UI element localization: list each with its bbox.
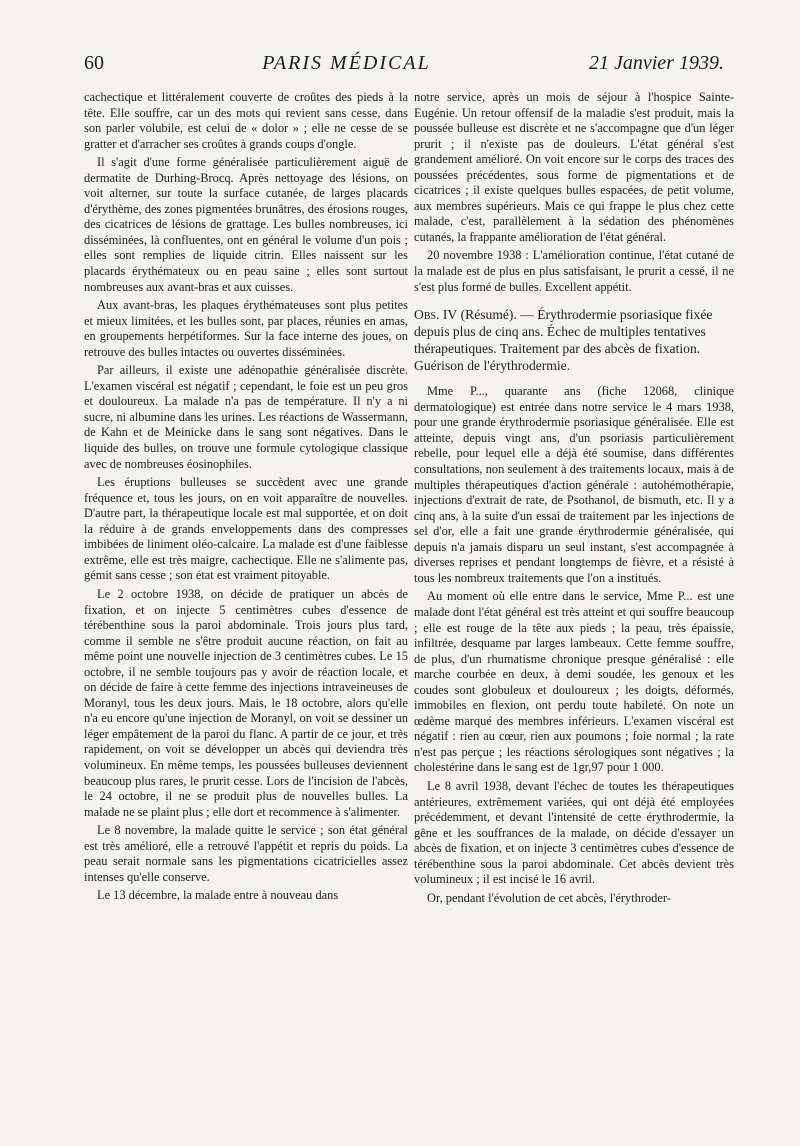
running-header (84, 52, 724, 84)
paragraph: Le 8 novembre, la malade quitte le service ; son état général est très amélioré, elle a retrouvé l'appétit et repris du poids. La peau serait normale sans les pigmentations cicatricielles assez intenses qu'elle conserve. (84, 823, 408, 884)
paragraph: notre service, après un mois de séjour à l'hospice Sainte-Eugénie. Un retour offensif de la maladie s'est produit, mais la poussée bulleuse est discrète et ne s'accompagne que d'un léger prurit ; il n'existe pas de douleurs. L'état général s'est grandement amélioré. On voit encore sur le corps des traces des poussées précédentes, sous forme de pigmentations et de cicatrices ; il existe quelques bulles espacées, de petit volume, aux membres supérieurs. Mais ce qui frappe le plus chez cette malade, c'est, parallèlement à la sédation des phénomènes cutanés, la frappante amélioration de l'état général. (414, 90, 734, 244)
observation-title: (Résumé). — Érythrodermie psoriasique fixée depuis plus de cinq ans. Échec de multiples tentatives thérapeutiques. Traitement par des abcès de fixation. Guérison de l'érythrodermie. (414, 307, 713, 373)
paragraph: Les éruptions bulleuses se succèdent avec une grande fréquence et, tous les jours, on en voit apparaître de nouvelles. D'autre part, la thérapeutique locale est mal supportée, et on doit la réduire à de grands enveloppements dans des compresses imbibées de liniment oléo-calcaire. La malade est d'une faiblesse extrême, elle est très maigre, cachectique. Elle ne s'alimente pas, gémit sans cesse ; son état est vraiment pitoyable. (84, 475, 408, 583)
page-number: 60 (84, 52, 104, 74)
paragraph: Le 13 décembre, la malade entre à nouveau dans (97, 888, 339, 903)
paragraph: Au moment où elle entre dans le service, Mme P... est une malade dont l'état général est très atteint et qui souffre beaucoup ; elle est rouge de la tête aux pieds ; la peau, très épaissie, infiltrée, desquame par larges lambeaux. Cette femme souffre, de plus, d'un rhumatisme chronique presque généralisé : elle marche courbée en deux, à demi soudée, les genoux et les coudes sont globuleux et douloureux ; les doigts, déformés, immobiles en flexion, ont perdu toute habileté. On note un œdème marqué des membres inférieurs. L'examen viscéral est négatif : rien au cœur, rien aux poumons ; foie normal ; la rate n'est pas perçue ; les réactions sérologiques sont négatives ; la cholestérine dans le sang est de 1gr,97 pour 1 000. (414, 589, 734, 775)
issue-date: 21 Janvier 1939. (589, 52, 724, 74)
journal-title: PARIS MÉDICAL (262, 52, 431, 74)
paragraph: Or, pendant l'évolution de cet abcès, l'érythroder- (427, 890, 671, 905)
paragraph: Le 8 avril 1938, devant l'échec de toutes les thérapeutiques antérieures, extrêmement variées, qui ont déjà été employées précédemment, et devant l'intensité de cette érythrodermie, la gêne et les souffrances de la malade, on décide d'essayer un abcès de fixation, et on injecte 3 centimètres cubes d'essence de térébenthine sous la paroi abdominale. Cet abcès devient très volumineux ; il est incisé le 16 avril. (414, 778, 734, 887)
left-column (84, 90, 408, 907)
paragraph: Aux avant-bras, les plaques érythémateuses sont plus petites et mieux limitées, et les bulles sont, par places, réunies en amas, en groupements herpétiformes. Sur la face interne des joues, on retrouve des bulles intactes ou ouvertes disséminées. (84, 298, 408, 359)
paragraph: Il s'agit d'une forme généralisée particulièrement aiguë de dermatite de Durhing-Brocq. Après nettoyage des lésions, on voit alterner, sur toute la surface cutanée, de larges placards d'érythème, des zones pigmentées brunâtres, des érosions rouges, des cicatrices de lésions de grattage. Les bulles nombreuses, ici disséminées, là confluentes, ont en général le volume d'un pois ; elles sont remplies de liquide citrin. Elles naissent sur les placards érythémateux ou en peau saine ; elles sont surtout nombreuses aux avant-bras et aux cuisses. (84, 155, 408, 294)
paragraph: Le 2 octobre 1938, on décide de pratiquer un abcès de fixation, et on injecte 5 centimètres cubes d'essence de térébenthine sous la paroi abdominale. Trois jours plus tard, comme il semble ne s'être produit aucune réaction, on fait au même point une nouvelle injection de 3 centimètres cubes. Le 15 octobre, il ne semble toujours pas y avoir de réaction locale, et on décide de faire à cette femme des injections intraveineuses de Moranyl, tous les deux jours. Mais, le 18 octobre, alors qu'elle n'a eu encore qu'une injection de Moranyl, on voit se dessiner un léger empâtement de la paroi du flanc. A partir de ce jour, et très rapidement, on voit se développer un abcès qui deviendra très volumineux. En même temps, les poussées bulleuses deviennent beaucoup plus rares, le prurit cesse. Lors de l'incision de l'abcès, le 24 octobre, il ne se produit plus de nouvelles bulles. La malade ne se plaint plus ; elle dort et recommence à s'alimenter. (84, 586, 408, 819)
right-column (414, 90, 734, 909)
paragraph: cachectique et littéralement couverte de croûtes des pieds à la tête. Elle souffre, car un des mots qui revient sans cesse, dans son parler volubile, est celui de « dolor » ; elle ne cesse de se gratter et d'arracher ses croûtes à grands coups d'ongle. (84, 90, 408, 151)
paragraph: Mme P..., quarante ans (fiche 12068, clinique dermatologique) est entrée dans notre service le 4 mars 1938, pour une grande érythrodermie psoriasique généralisée. Elle est atteinte, depuis vingt ans, d'un psoriasis particulièrement rebelle, pour lequel elle a déjà été soumise, dans différentes consultations, non seulement à des traitements locaux, mais à de multiples thérapeutiques d'action générale : autohémothérapie, injections d'extrait de rate, de Psothanol, de bismuth, etc. Il y a cinq ans, à la suite d'un essai de traitement par les injections de sel d'or, elle a fait une grande érythrodermie généralisée, qui depuis n'a jamais disparu un seul instant, s'est accompagnée à diverses reprises et pendant longtemps de fièvre, et a résisté à tous les nombreux traitements que l'on a institués. (414, 384, 734, 585)
paragraph: 20 novembre 1938 : L'amélioration continue, l'état cutané de la malade est de plus en plus satisfaisant, le prurit a cessé, il ne s'est plus formé de bulles. Excellent appétit. (414, 248, 734, 294)
observation-label: Obs. IV (414, 307, 458, 323)
observation-heading (414, 307, 734, 374)
paragraph: Par ailleurs, il existe une adénopathie généralisée discrète. L'examen viscéral est négatif ; cependant, le foie est un peu gros et douloureux. La malade n'a pas de température. Il n'y a ni sucre, ni albumine dans les urines. Les réactions de Wassermann, de Kahn et de Meinicke dans le sang sont négatives. Dans le liquide des bulles, on trouve une formule cytologique classique avec de nombreuses éosinophiles. (84, 363, 408, 471)
